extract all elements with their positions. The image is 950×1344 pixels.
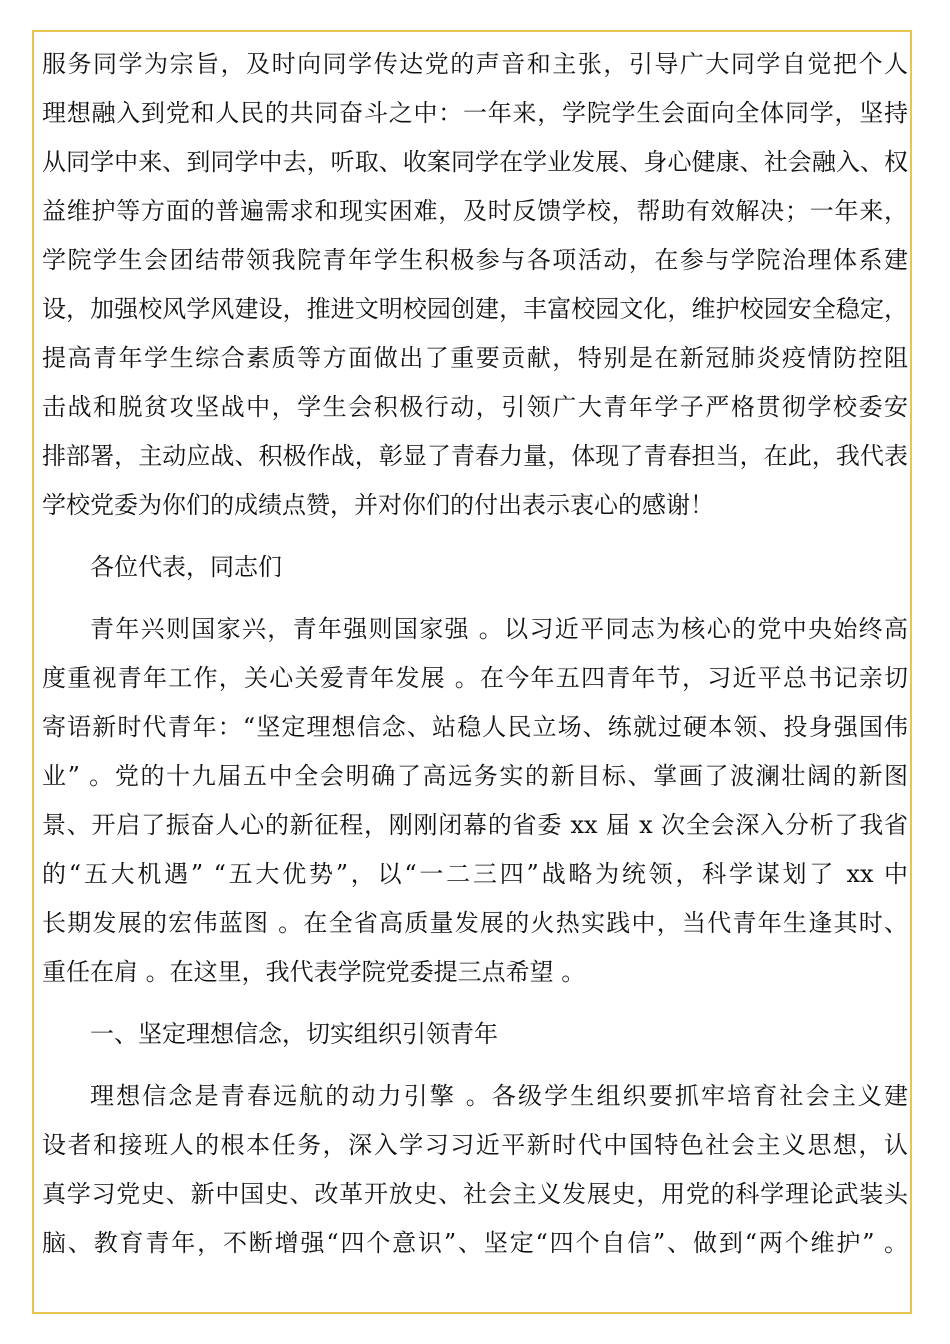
text-line: 提高青年学生综合素质等方面做出了重要贡献，特别是在新冠肺炎疫情防控阻 — [42, 344, 908, 372]
text-line: 学校党委为你们的成绩点赞，并对你们的付出表示衷心的感谢！ — [42, 491, 714, 519]
text-line: 业” 。党的十九届五中全会明确了高远务实的新目标、掌画了波澜壮阔的新图 — [42, 762, 908, 790]
text-line: 度重视青年工作，关心关爱青年发展 。在今年五四青年节，习近平总书记亲切 — [42, 664, 908, 692]
text-line: 设者和接班人的根本任务，深入学习习近平新时代中国特色社会主义思想，认 — [42, 1131, 908, 1159]
text-line: 益维护等方面的普遍需求和现实困难，及时反馈学校，帮助有效解决；一年来， — [42, 197, 908, 225]
text-line: 理想融入到党和人民的共同奋斗之中：一年来，学院学生会面向全体同学，坚持 — [42, 99, 908, 127]
paragraph-youth — [42, 605, 908, 997]
paragraph-continuation — [42, 40, 908, 530]
text-line: 脑、教育青年，不断增强“四个意识”、坚定“四个自信”、做到“两个维护” 。 — [42, 1229, 908, 1257]
salutation: 各位代表，同志们 — [90, 553, 282, 581]
text-line: 服务同学为宗旨，及时向同学传达党的声音和主张，引导广大同学自觉把个人 — [42, 50, 908, 78]
paragraph-ideals — [42, 1072, 908, 1268]
text-line: 寄语新时代青年：“坚定理想信念、站稳人民立场、练就过硬本领、投身强国伟 — [42, 713, 908, 741]
text-line: 真学习党史、新中国史、改革开放史、社会主义发展史，用党的科学理论武装头 — [42, 1180, 908, 1208]
text-line: 从同学中来、到同学中去，听取、收案同学在学业发展、身心健康、社会融入、权 — [42, 148, 908, 176]
document-body — [42, 40, 908, 1268]
text-line: 理想信念是青春远航的动力引擎 。各级学生组织要抓牢培育社会主义建 — [90, 1082, 908, 1110]
text-line: 长期发展的宏伟蓝图 。在全省高质量发展的火热实践中，当代青年生逢其时、 — [42, 909, 908, 937]
text-line: 设，加强校风学风建设，推进文明校园创建，丰富校园文化，维护校园安全稳定， — [42, 295, 908, 323]
text-line: 的“五大机遇” “五大优势”，以“一二三四”战略为统领，科学谋划了 xx 中 — [42, 860, 908, 888]
text-line: 击战和脱贫攻坚战中，学生会积极行动，引领广大青年学子严格贯彻学校委安 — [42, 393, 908, 421]
section-heading: 一、坚定理想信念，切实组织引领青年 — [90, 1020, 498, 1048]
text-line: 排部署，主动应战、积极作战，彰显了青春力量，体现了青春担当，在此，我代表 — [42, 442, 908, 470]
text-line: 重任在肩 。在这里，我代表学院党委提三点希望 。 — [42, 958, 586, 986]
text-line: 学院学生会团结带领我院青年学生积极参与各项活动，在参与学院治理体系建 — [42, 246, 908, 274]
text-line: 青年兴则国家兴，青年强则国家强 。以习近平同志为核心的党中央始终高 — [90, 615, 908, 643]
text-line: 景、开启了振奋人心的新征程，刚刚闭幕的省委 xx 届 x 次全会深入分析了我省 — [42, 811, 908, 839]
